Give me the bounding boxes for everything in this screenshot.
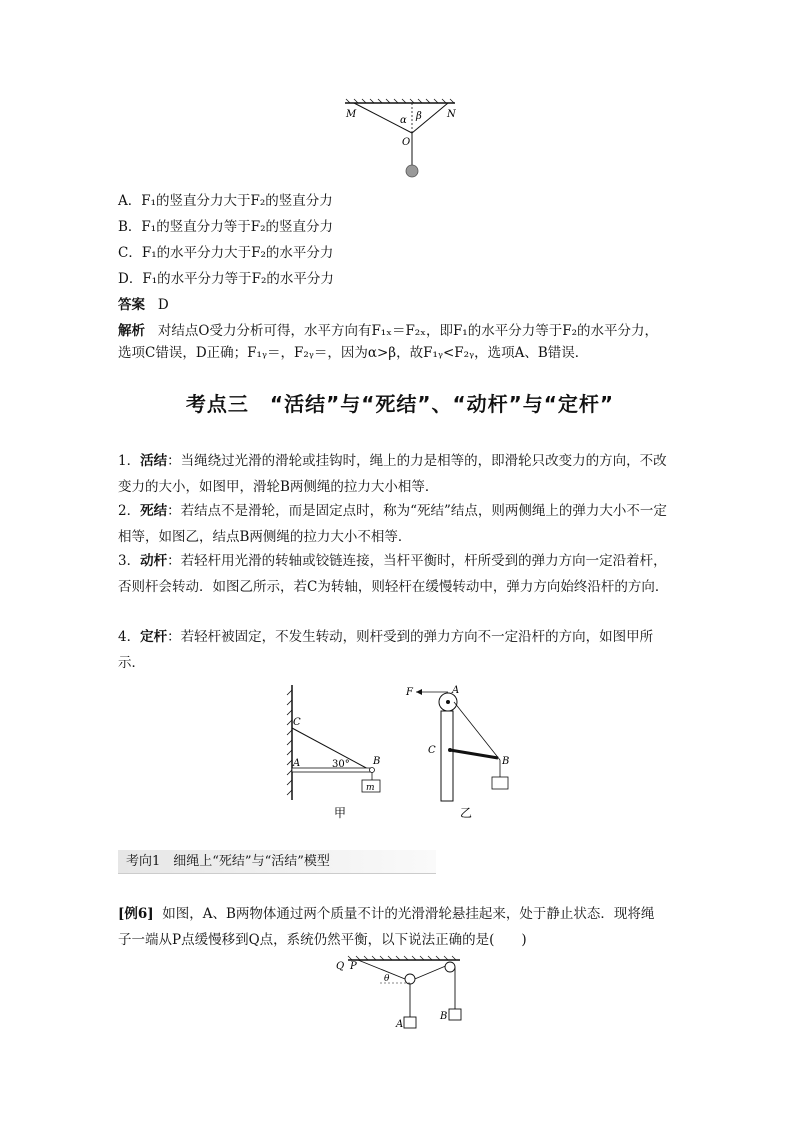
caption-jia: 甲 [334,806,347,820]
example-tag: [例6] [118,906,154,922]
analysis-label: 解析 [118,323,145,339]
answer-value: D [157,297,169,313]
label-n: N [447,109,456,120]
section-title: 考点三 “活结”与“死结”、“动杆”与“定杆” [185,392,615,416]
point-4: 4．定杆：若轻杆被固定，不发生转动，则杆受到的弹力方向不一定沿杆的方向，如图甲所示． [118,629,654,671]
label-q: Q [336,961,345,972]
figure-two-pulleys [330,955,470,1035]
jia-label-angle: 30° [332,759,350,770]
option-a: A．F₁的竖直分力大于F₂的竖直分力 [118,193,333,209]
label-beta: β [416,111,422,122]
option-b: B．F₁的竖直分力等于F₂的竖直分力 [118,219,333,235]
label-alpha: α [400,115,407,126]
example-line-1: [例6] 如图，A、B两物体通过两个质量不计的光滑滑轮悬挂起来，处于静止状态．现将绳 [118,906,655,922]
topic-banner: 考向1 细绳上“死结”与“活结”模型 [118,850,436,874]
option-d: D．F₁的水平分力等于F₂的水平分力 [118,271,334,287]
point-2-head: 死结 [140,503,168,519]
point-1-head: 活结 [140,453,168,469]
answer-line [118,296,169,314]
point-1: 1．活结：当绳绕过光滑的滑轮或挂钩时，绳上的力是相等的，即滑轮只改变力的方向，不改变力的大小，如图甲，滑轮B两侧绳的拉力大小相等． [118,453,667,495]
label-m: M [346,109,357,120]
yi-label-b: B [502,756,510,767]
caption-yi: 乙 [460,806,473,820]
analysis-line-1 [118,322,658,340]
figure-string-tension [340,95,460,185]
answer-label: 答案 [118,297,145,313]
analysis-line-2: 选项C错误，D正确；F₁ᵧ＝，F₂ᵧ＝，因为α>β，故F₁ᵧ<F₂ᵧ，选项A、B错误． [118,345,589,361]
label-p: P [350,961,357,972]
yi-label-c: C [428,745,436,756]
yi-label-f: F [406,687,413,698]
analysis-text-1: 对结点O受力分析可得，水平方向有F₁ₓ＝F₂ₓ，即F₁的水平分力等于F₂的水平分力， [157,323,659,339]
yi-label-a: A [452,685,460,696]
label-theta: θ [384,974,390,984]
label-o: O [402,137,411,148]
figure-rod-pulley [280,680,540,825]
label-block-a: A [396,1019,404,1030]
label-block-b: B [440,1011,448,1022]
point-3-head: 动杆 [140,553,168,569]
point-2: 2．死结：若结点不是滑轮，而是固定点时，称为“死结”结点，则两侧绳上的弹力大小不一定相等，如图乙，结点B两侧绳的拉力大小不相等． [118,503,667,545]
point-4-head: 定杆 [140,629,168,645]
jia-label-c: C [293,717,301,728]
point-3: 3．动杆：若轻杆用光滑的转轴或铰链连接，当杆平衡时，杆所受到的弹力方向一定沿着杆，否则杆会转动．如图乙所示，若C为转轴，则轻杆在缓慢转动中，弹力方向始终沿杆的方向． [118,553,669,595]
jia-label-m: m [366,783,375,793]
option-c: C．F₁的水平分力大于F₂的水平分力 [118,245,334,261]
example-line-2: 子一端从P点缓慢移到Q点，系统仍然平衡，以下说法正确的是( ) [118,932,527,948]
jia-label-a: A [293,758,301,769]
jia-label-b: B [373,756,381,767]
